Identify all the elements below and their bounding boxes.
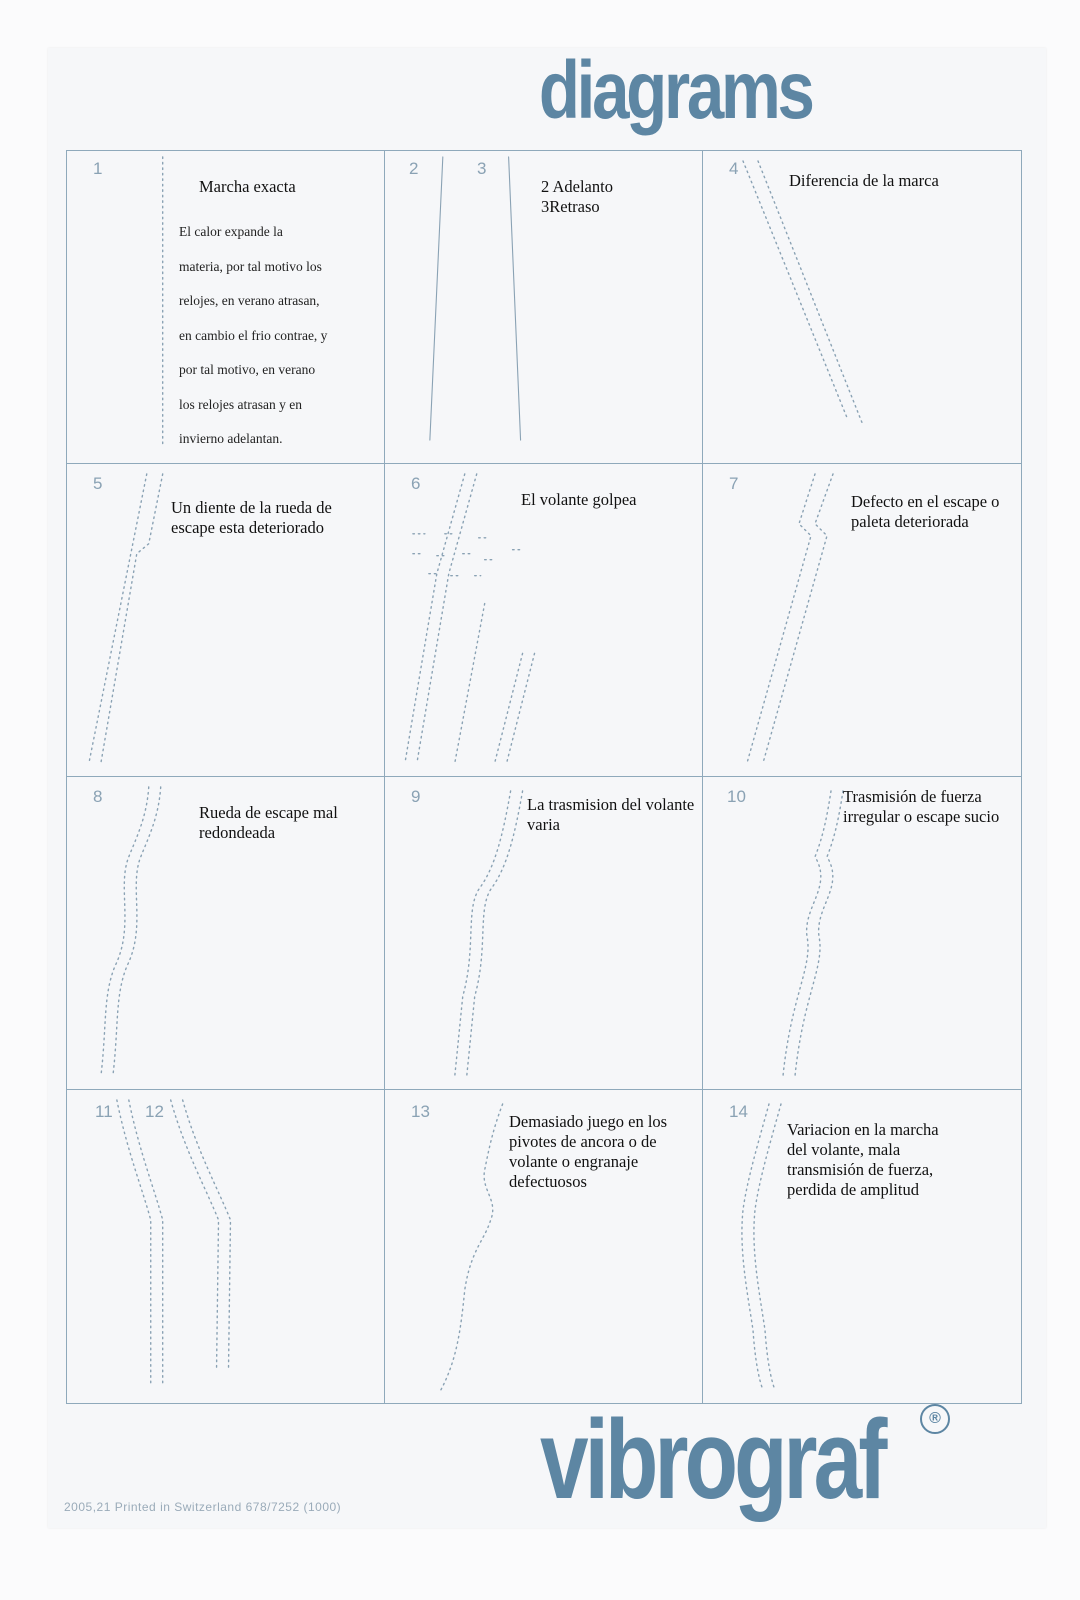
diagram-cell-4 [703, 151, 1021, 464]
cell-label-2-3: 2 Adelanto 3Retraso [541, 177, 613, 216]
diagram-number-5: 5 [93, 474, 103, 493]
diagram-number-3: 3 [477, 159, 487, 178]
diagram-number-2: 2 [409, 159, 419, 178]
trace-volante-golpea [385, 464, 702, 776]
diagram-cell-11-12 [67, 1090, 385, 1403]
paragraph-line: relojes, en verano atrasan, [179, 293, 320, 308]
diagram-number-4: 4 [729, 159, 739, 178]
diagram-cell-6 [385, 464, 703, 777]
diagram-grid [66, 150, 1022, 1404]
paragraph-line: materia, por tal motivo los [179, 258, 322, 274]
cell-label-9: La trasmision del volante varia [527, 795, 695, 834]
diagram-cell-7 [703, 464, 1021, 777]
diagram-cell-13 [385, 1090, 703, 1403]
registered-mark: ® [920, 1404, 950, 1434]
diagram-number-10: 10 [727, 787, 746, 806]
diagram-number-12: 12 [145, 1102, 164, 1121]
diagram-number-6: 6 [411, 474, 421, 493]
cell-paragraph-1 [179, 215, 359, 457]
print-footer: 2005,21 Printed in Switzerland 678/7252 (1000) [64, 1500, 342, 1514]
cell-label-4: Diferencia de la marca [789, 171, 939, 190]
paragraph-line: en cambio el frio contrae, y [179, 327, 328, 343]
trace-diferencia-marca [703, 151, 1021, 463]
trace-11-12 [67, 1090, 384, 1403]
diagram-number-11: 11 [95, 1102, 113, 1121]
cell-label-13: Demasiado juego en los pivotes de ancora o de volante o engranaje defectuosos [509, 1112, 668, 1191]
diagram-cell-5 [67, 464, 385, 777]
diagram-number-1: 1 [93, 159, 103, 178]
diagram-number-14: 14 [729, 1102, 748, 1121]
diagram-cell-9 [385, 777, 703, 1090]
cell-label-5: Un diente de la rueda de escape esta deteriorado [171, 498, 332, 537]
cell-label-8: Rueda de escape mal redondeada [199, 803, 338, 842]
diagram-cell-2-3 [385, 151, 703, 464]
paragraph-line: por tal motivo, en verano [179, 362, 316, 377]
cell-label-7: Defecto en el escape o paleta deteriorada [851, 492, 1000, 531]
cell-label-1: Marcha exacta [199, 177, 296, 196]
paragraph-line: invierno adelantan. [179, 431, 283, 446]
diagram-number-13: 13 [411, 1102, 430, 1121]
paragraph-line: El calor expande la [179, 224, 283, 239]
cell-label-10: Trasmisión de fuerza irregular o escape sucio [843, 787, 1000, 826]
diagram-cell-1 [67, 151, 385, 464]
paragraph-line: los relojes atrasan y en [179, 396, 302, 412]
diagram-cell-14 [703, 1090, 1021, 1403]
page-title: diagrams [539, 45, 812, 136]
cell-label-14: Variacion en la marcha del volante, mala transmisión de fuerza, perdida de amplitud [787, 1120, 939, 1199]
cell-label-6: El volante golpea [521, 490, 637, 509]
brand-logo: vibrograf [540, 1397, 884, 1522]
diagram-cell-8 [67, 777, 385, 1090]
diagram-number-7: 7 [729, 474, 739, 493]
diagram-number-8: 8 [93, 787, 103, 806]
diagram-number-9: 9 [411, 787, 421, 806]
diagram-cell-10 [703, 777, 1021, 1090]
